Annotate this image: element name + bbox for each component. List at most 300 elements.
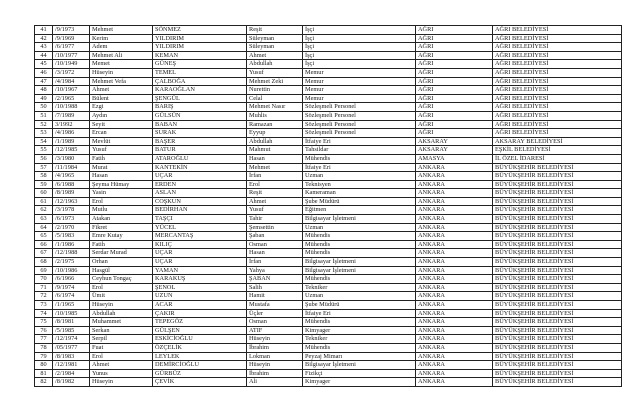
- cell-no: 75: [35, 318, 53, 327]
- cell-father-name: Nurettin: [247, 86, 303, 95]
- cell-father-name: Eyyup: [247, 129, 303, 138]
- cell-first-name: Ahmet: [90, 86, 153, 95]
- cell-surname: ESKİCİOĞLU: [153, 335, 247, 344]
- cell-birth-date: /3/1980: [53, 154, 90, 163]
- cell-surname: YÜCEL: [153, 223, 247, 232]
- cell-institution: BÜYÜKŞEHİR BELEDİYESİ: [493, 301, 622, 310]
- cell-province: AĞRI: [416, 68, 493, 77]
- cell-birth-date: /9/1973: [53, 26, 90, 35]
- cell-no: 71: [35, 283, 53, 292]
- cell-father-name: Hamit: [247, 292, 303, 301]
- cell-father-name: Muhlis: [247, 111, 303, 120]
- cell-birth-date: /12/1985: [53, 146, 90, 155]
- cell-father-name: Şaban: [247, 232, 303, 241]
- cell-title: Teknisyen: [303, 180, 416, 189]
- cell-title: Tekniker: [303, 335, 416, 344]
- cell-father-name: Şemsettin: [247, 223, 303, 232]
- cell-surname: TAŞÇI: [153, 215, 247, 224]
- cell-first-name: Murat: [90, 163, 153, 172]
- cell-no: 44: [35, 51, 53, 60]
- cell-no: 74: [35, 309, 53, 318]
- cell-institution: BÜYÜKŞEHİR BELEDİYESİ: [493, 163, 622, 172]
- cell-title: Eğitmen: [303, 206, 416, 215]
- cell-institution: BÜYÜKŞEHİR BELEDİYESİ: [493, 292, 622, 301]
- cell-birth-date: /1/1989: [53, 137, 90, 146]
- cell-birth-date: /2/1970: [53, 223, 90, 232]
- cell-surname: ŞENOL: [153, 283, 247, 292]
- cell-surname: KANTEKİN: [153, 163, 247, 172]
- cell-first-name: Orhan: [90, 258, 153, 267]
- cell-institution: AĞRI BELEDİYESİ: [493, 60, 622, 69]
- cell-title: Memur: [303, 77, 416, 86]
- cell-institution: AĞRI BELEDİYESİ: [493, 120, 622, 129]
- cell-first-name: Ercan: [90, 129, 153, 138]
- cell-title: Tahsildar: [303, 146, 416, 155]
- cell-first-name: Fatih: [90, 154, 153, 163]
- cell-first-name: Emre Kutay: [90, 232, 153, 241]
- cell-first-name: Hüseyin: [90, 301, 153, 310]
- cell-title: Tekniker: [303, 283, 416, 292]
- cell-birth-date: /5/1983: [53, 232, 90, 241]
- table-row: [35, 369, 622, 378]
- cell-father-name: Reşit: [247, 189, 303, 198]
- cell-birth-date: /05/1977: [53, 343, 90, 352]
- cell-title: Kimyager: [303, 326, 416, 335]
- cell-father-name: Reşit: [247, 26, 303, 35]
- cell-birth-date: /8/1981: [53, 318, 90, 327]
- cell-father-name: Yusuf: [247, 206, 303, 215]
- cell-title: Sözleşmeli Personel: [303, 111, 416, 120]
- cell-first-name: Erol: [90, 283, 153, 292]
- cell-institution: İL ÖZEL İDARESİ: [493, 154, 622, 163]
- cell-surname: BARIŞ: [153, 103, 247, 112]
- cell-title: Sözleşmeli Personel: [303, 120, 416, 129]
- cell-no: 52: [35, 120, 53, 129]
- table-row: [35, 343, 622, 352]
- cell-birth-date: /2/1984: [53, 369, 90, 378]
- cell-first-name: Bülent: [90, 94, 153, 103]
- cell-title: Bilgisayar İşletmeni: [303, 258, 416, 267]
- cell-title: Mühendis: [303, 232, 416, 241]
- cell-birth-date: /1/1986: [53, 240, 90, 249]
- cell-father-name: Yahya: [247, 266, 303, 275]
- table-row: [35, 172, 622, 181]
- cell-surname: BEDİRHAN: [153, 206, 247, 215]
- table-row: [35, 34, 622, 43]
- cell-province: AĞRI: [416, 26, 493, 35]
- cell-no: 79: [35, 352, 53, 361]
- cell-surname: UÇAR: [153, 172, 247, 181]
- cell-first-name: Erol: [90, 197, 153, 206]
- cell-father-name: Ahmet: [247, 51, 303, 60]
- cell-province: ANKARA: [416, 361, 493, 370]
- table-row: [35, 86, 622, 95]
- cell-province: ANKARA: [416, 258, 493, 267]
- cell-title: Mühendis: [303, 318, 416, 327]
- cell-title: İşçi: [303, 60, 416, 69]
- cell-surname: COŞKUN: [153, 197, 247, 206]
- cell-surname: ERDEN: [153, 180, 247, 189]
- cell-father-name: Yusuf: [247, 68, 303, 77]
- cell-title: Peyzaj Mimarı: [303, 352, 416, 361]
- cell-institution: EŞKİL BELEDİYESİ: [493, 146, 622, 155]
- cell-institution: BÜYÜKŞEHİR BELEDİYESİ: [493, 266, 622, 275]
- cell-province: ANKARA: [416, 172, 493, 181]
- cell-birth-date: /2/1965: [53, 94, 90, 103]
- cell-no: 61: [35, 197, 53, 206]
- cell-first-name: Serkan: [90, 326, 153, 335]
- cell-father-name: Hasan: [247, 154, 303, 163]
- cell-father-name: Hasan: [247, 249, 303, 258]
- cell-province: AĞRI: [416, 43, 493, 52]
- cell-title: Sözleşmeli Personel: [303, 129, 416, 138]
- cell-province: AĞRI: [416, 51, 493, 60]
- cell-father-name: Mehmet Zeki: [247, 77, 303, 86]
- cell-no: 63: [35, 215, 53, 224]
- cell-institution: BÜYÜKŞEHİR BELEDİYESİ: [493, 335, 622, 344]
- cell-title: İtfaiye Eri: [303, 137, 416, 146]
- cell-first-name: Fuat: [90, 343, 153, 352]
- cell-province: ANKARA: [416, 232, 493, 241]
- cell-no: 82: [35, 378, 53, 387]
- cell-institution: AĞRI BELEDİYESİ: [493, 111, 622, 120]
- cell-birth-date: /8/1983: [53, 352, 90, 361]
- cell-institution: BÜYÜKŞEHİR BELEDİYESİ: [493, 369, 622, 378]
- cell-province: AĞRI: [416, 103, 493, 112]
- table-row: [35, 163, 622, 172]
- cell-no: 49: [35, 94, 53, 103]
- cell-no: 59: [35, 180, 53, 189]
- cell-institution: BÜYÜKŞEHİR BELEDİYESİ: [493, 189, 622, 198]
- table-row: [35, 180, 622, 189]
- cell-surname: YAMAN: [153, 266, 247, 275]
- cell-surname: SÖNMEZ: [153, 26, 247, 35]
- cell-institution: AĞRI BELEDİYESİ: [493, 34, 622, 43]
- cell-first-name: Mehmet Vefa: [90, 77, 153, 86]
- cell-birth-date: 3/1992: [53, 120, 90, 129]
- cell-no: 57: [35, 163, 53, 172]
- cell-first-name: Fatih: [90, 240, 153, 249]
- cell-birth-date: /5/1985: [53, 326, 90, 335]
- cell-surname: MERCANTAŞ: [153, 232, 247, 241]
- cell-first-name: Ezgi: [90, 103, 153, 112]
- cell-title: İşçi: [303, 51, 416, 60]
- cell-no: 43: [35, 43, 53, 52]
- cell-title: Mühendis: [303, 249, 416, 258]
- cell-institution: AĞRI BELEDİYESİ: [493, 86, 622, 95]
- cell-no: 58: [35, 172, 53, 181]
- cell-surname: ACAR: [153, 301, 247, 310]
- cell-institution: AĞRI BELEDİYESİ: [493, 77, 622, 86]
- cell-no: 53: [35, 129, 53, 138]
- table-row: [35, 206, 622, 215]
- cell-institution: AKSARAY BELEDİYESİ: [493, 137, 622, 146]
- cell-no: 76: [35, 326, 53, 335]
- cell-first-name: Mutlu: [90, 206, 153, 215]
- cell-first-name: Yusuf: [90, 146, 153, 155]
- cell-father-name: Ali: [247, 378, 303, 387]
- cell-province: ANKARA: [416, 283, 493, 292]
- cell-birth-date: /6/1966: [53, 275, 90, 284]
- cell-no: 69: [35, 266, 53, 275]
- cell-surname: ŞENGÜL: [153, 94, 247, 103]
- cell-father-name: Mehmet: [247, 163, 303, 172]
- cell-father-name: Hüseyin: [247, 335, 303, 344]
- cell-province: ANKARA: [416, 275, 493, 284]
- cell-birth-date: /8/1982: [53, 378, 90, 387]
- cell-institution: BÜYÜKŞEHİR BELEDİYESİ: [493, 249, 622, 258]
- cell-no: 42: [35, 34, 53, 43]
- cell-no: 51: [35, 111, 53, 120]
- cell-no: 68: [35, 258, 53, 267]
- cell-father-name: İrfan: [247, 172, 303, 181]
- cell-no: 55: [35, 146, 53, 155]
- cell-province: ANKARA: [416, 369, 493, 378]
- cell-birth-date: /6/1988: [53, 180, 90, 189]
- table-row: [35, 223, 622, 232]
- cell-title: Mühendis: [303, 240, 416, 249]
- cell-title: Bilgisayar İşletmeni: [303, 266, 416, 275]
- table-row: [35, 292, 622, 301]
- table-row: [35, 215, 622, 224]
- cell-surname: DEMİRCİOĞLU: [153, 361, 247, 370]
- cell-no: 45: [35, 60, 53, 69]
- table-row: [35, 43, 622, 52]
- cell-province: AKSARAY: [416, 146, 493, 155]
- cell-birth-date: /12/1963: [53, 197, 90, 206]
- cell-surname: UZUN: [153, 292, 247, 301]
- cell-province: ANKARA: [416, 318, 493, 327]
- cell-father-name: Salih: [247, 283, 303, 292]
- cell-title: Memur: [303, 86, 416, 95]
- cell-province: ANKARA: [416, 180, 493, 189]
- cell-title: Kimyager: [303, 378, 416, 387]
- cell-institution: BÜYÜKŞEHİR BELEDİYESİ: [493, 223, 622, 232]
- table-row: [35, 249, 622, 258]
- cell-province: ANKARA: [416, 223, 493, 232]
- cell-first-name: Ceyhun Tongaç: [90, 275, 153, 284]
- cell-title: Şube Müdürü: [303, 197, 416, 206]
- cell-birth-date: /12/1974: [53, 335, 90, 344]
- cell-title: Memur: [303, 68, 416, 77]
- cell-title: Kameraman: [303, 189, 416, 198]
- cell-father-name: Abdullah: [247, 137, 303, 146]
- table-row: [35, 94, 622, 103]
- cell-province: ANKARA: [416, 343, 493, 352]
- cell-father-name: Süleyman: [247, 34, 303, 43]
- table-row: [35, 51, 622, 60]
- cell-first-name: Mehmet: [90, 26, 153, 35]
- cell-father-name: Mehmet Nasır: [247, 103, 303, 112]
- cell-province: ANKARA: [416, 197, 493, 206]
- cell-institution: BÜYÜKŞEHİR BELEDİYESİ: [493, 172, 622, 181]
- cell-institution: AĞRI BELEDİYESİ: [493, 68, 622, 77]
- cell-birth-date: /7/1989: [53, 111, 90, 120]
- cell-birth-date: /9/1974: [53, 283, 90, 292]
- cell-surname: BAŞER: [153, 137, 247, 146]
- table-row: [35, 189, 622, 198]
- cell-province: ANKARA: [416, 215, 493, 224]
- cell-surname: KILIÇ: [153, 240, 247, 249]
- cell-first-name: Hüseyin: [90, 68, 153, 77]
- cell-first-name: Atakan: [90, 215, 153, 224]
- cell-surname: GÜNEŞ: [153, 60, 247, 69]
- cell-birth-date: /4/1965: [53, 172, 90, 181]
- cell-surname: SURAK: [153, 129, 247, 138]
- cell-no: 46: [35, 68, 53, 77]
- cell-institution: BÜYÜKŞEHİR BELEDİYESİ: [493, 318, 622, 327]
- cell-birth-date: /9/1969: [53, 34, 90, 43]
- cell-birth-date: /3/1978: [53, 206, 90, 215]
- cell-province: AKSARAY: [416, 137, 493, 146]
- table-row: [35, 378, 622, 387]
- cell-surname: BABAN: [153, 120, 247, 129]
- cell-title: Memur: [303, 94, 416, 103]
- cell-first-name: Muhammet: [90, 318, 153, 327]
- cell-institution: BÜYÜKŞEHİR BELEDİYESİ: [493, 343, 622, 352]
- table-row: [35, 129, 622, 138]
- cell-surname: GÜLSÜN: [153, 111, 247, 120]
- cell-no: 54: [35, 137, 53, 146]
- cell-first-name: Memet: [90, 60, 153, 69]
- cell-institution: BÜYÜKŞEHİR BELEDİYESİ: [493, 309, 622, 318]
- cell-no: 65: [35, 232, 53, 241]
- cell-birth-date: /6/1973: [53, 215, 90, 224]
- cell-birth-date: /10/1986: [53, 266, 90, 275]
- cell-first-name: Hasan: [90, 172, 153, 181]
- cell-birth-date: /10/1967: [53, 86, 90, 95]
- table-row: [35, 335, 622, 344]
- cell-surname: BATUR: [153, 146, 247, 155]
- cell-no: 50: [35, 103, 53, 112]
- cell-province: ANKARA: [416, 335, 493, 344]
- table-row: [35, 77, 622, 86]
- cell-father-name: Süleyman: [247, 43, 303, 52]
- cell-first-name: Hüseyin: [90, 378, 153, 387]
- cell-birth-date: /6/1974: [53, 292, 90, 301]
- cell-first-name: Mehmet Ali: [90, 51, 153, 60]
- cell-no: 73: [35, 301, 53, 310]
- table-row: [35, 154, 622, 163]
- cell-birth-date: /4/1984: [53, 77, 90, 86]
- cell-institution: BÜYÜKŞEHİR BELEDİYESİ: [493, 206, 622, 215]
- cell-institution: AĞRI BELEDİYESİ: [493, 43, 622, 52]
- cell-first-name: Ahmet: [90, 361, 153, 370]
- cell-surname: UÇAR: [153, 249, 247, 258]
- cell-birth-date: /3/1972: [53, 68, 90, 77]
- cell-title: Mühendis: [303, 275, 416, 284]
- cell-first-name: Serdar Murad: [90, 249, 153, 258]
- table-row: [35, 266, 622, 275]
- cell-father-name: Erol: [247, 180, 303, 189]
- cell-birth-date: /4/1986: [53, 129, 90, 138]
- table-row: [35, 26, 622, 35]
- cell-first-name: Fikret: [90, 223, 153, 232]
- table-row: [35, 275, 622, 284]
- table-row: [35, 258, 622, 267]
- cell-institution: BÜYÜKŞEHİR BELEDİYESİ: [493, 352, 622, 361]
- cell-province: ANKARA: [416, 309, 493, 318]
- table-row: [35, 103, 622, 112]
- table-row: [35, 146, 622, 155]
- cell-institution: BÜYÜKŞEHİR BELEDİYESİ: [493, 275, 622, 284]
- cell-no: 60: [35, 189, 53, 198]
- cell-surname: ÇEVİK: [153, 378, 247, 387]
- cell-title: Mühendis: [303, 343, 416, 352]
- cell-province: AĞRI: [416, 94, 493, 103]
- cell-birth-date: /10/1977: [53, 51, 90, 60]
- cell-institution: BÜYÜKŞEHİR BELEDİYESİ: [493, 378, 622, 387]
- cell-province: AĞRI: [416, 86, 493, 95]
- table-row: [35, 68, 622, 77]
- cell-first-name: Ümit: [90, 292, 153, 301]
- cell-father-name: ATIF: [247, 326, 303, 335]
- cell-father-name: Ahmet: [247, 197, 303, 206]
- cell-first-name: Erol: [90, 352, 153, 361]
- cell-first-name: Adem: [90, 43, 153, 52]
- cell-birth-date: /10/1985: [53, 309, 90, 318]
- cell-title: Uzman: [303, 292, 416, 301]
- cell-title: Mühendis: [303, 154, 416, 163]
- cell-birth-date: /8/1989: [53, 189, 90, 198]
- cell-father-name: Tahir: [247, 215, 303, 224]
- cell-first-name: Kerim: [90, 34, 153, 43]
- cell-no: 56: [35, 154, 53, 163]
- cell-surname: ÇALBOĞA: [153, 77, 247, 86]
- cell-institution: BÜYÜKŞEHİR BELEDİYESİ: [493, 215, 622, 224]
- cell-province: AĞRI: [416, 77, 493, 86]
- cell-province: ANKARA: [416, 240, 493, 249]
- cell-surname: ASLAN: [153, 189, 247, 198]
- cell-birth-date: /6/1977: [53, 43, 90, 52]
- cell-surname: KARAKUŞ: [153, 275, 247, 284]
- cell-first-name: Yasin: [90, 189, 153, 198]
- cell-surname: ÇAKIR: [153, 309, 247, 318]
- cell-first-name: Serpil: [90, 335, 153, 344]
- cell-province: AĞRI: [416, 120, 493, 129]
- cell-institution: AĞRI BELEDİYESİ: [493, 94, 622, 103]
- cell-surname: ÖZÇELİK: [153, 343, 247, 352]
- cell-title: İtfaiye Eri: [303, 309, 416, 318]
- cell-province: ANKARA: [416, 206, 493, 215]
- cell-first-name: Aydın: [90, 111, 153, 120]
- cell-institution: BÜYÜKŞEHİR BELEDİYESİ: [493, 361, 622, 370]
- cell-first-name: Abdullah: [90, 309, 153, 318]
- cell-title: Fizikçi: [303, 369, 416, 378]
- personnel-table: [34, 25, 622, 387]
- table-row: [35, 309, 622, 318]
- cell-province: ANKARA: [416, 326, 493, 335]
- cell-birth-date: /1/1965: [53, 301, 90, 310]
- cell-province: AĞRI: [416, 60, 493, 69]
- cell-birth-date: /2/1975: [53, 258, 90, 267]
- cell-first-name: Şeyma Hümay: [90, 180, 153, 189]
- table-body: [35, 26, 622, 387]
- cell-father-name: Lokman: [247, 352, 303, 361]
- cell-surname: GÜLŞEN: [153, 326, 247, 335]
- cell-title: Şube Müdürü: [303, 301, 416, 310]
- cell-province: ANKARA: [416, 301, 493, 310]
- cell-first-name: Mevlüt: [90, 137, 153, 146]
- cell-birth-date: /10/1988: [53, 103, 90, 112]
- table-row: [35, 301, 622, 310]
- cell-no: 77: [35, 335, 53, 344]
- cell-surname: GÜRBÜZ: [153, 369, 247, 378]
- cell-surname: TEMEL: [153, 68, 247, 77]
- cell-institution: BÜYÜKŞEHİR BELEDİYESİ: [493, 197, 622, 206]
- cell-father-name: İbrahim: [247, 369, 303, 378]
- cell-title: Uzman: [303, 172, 416, 181]
